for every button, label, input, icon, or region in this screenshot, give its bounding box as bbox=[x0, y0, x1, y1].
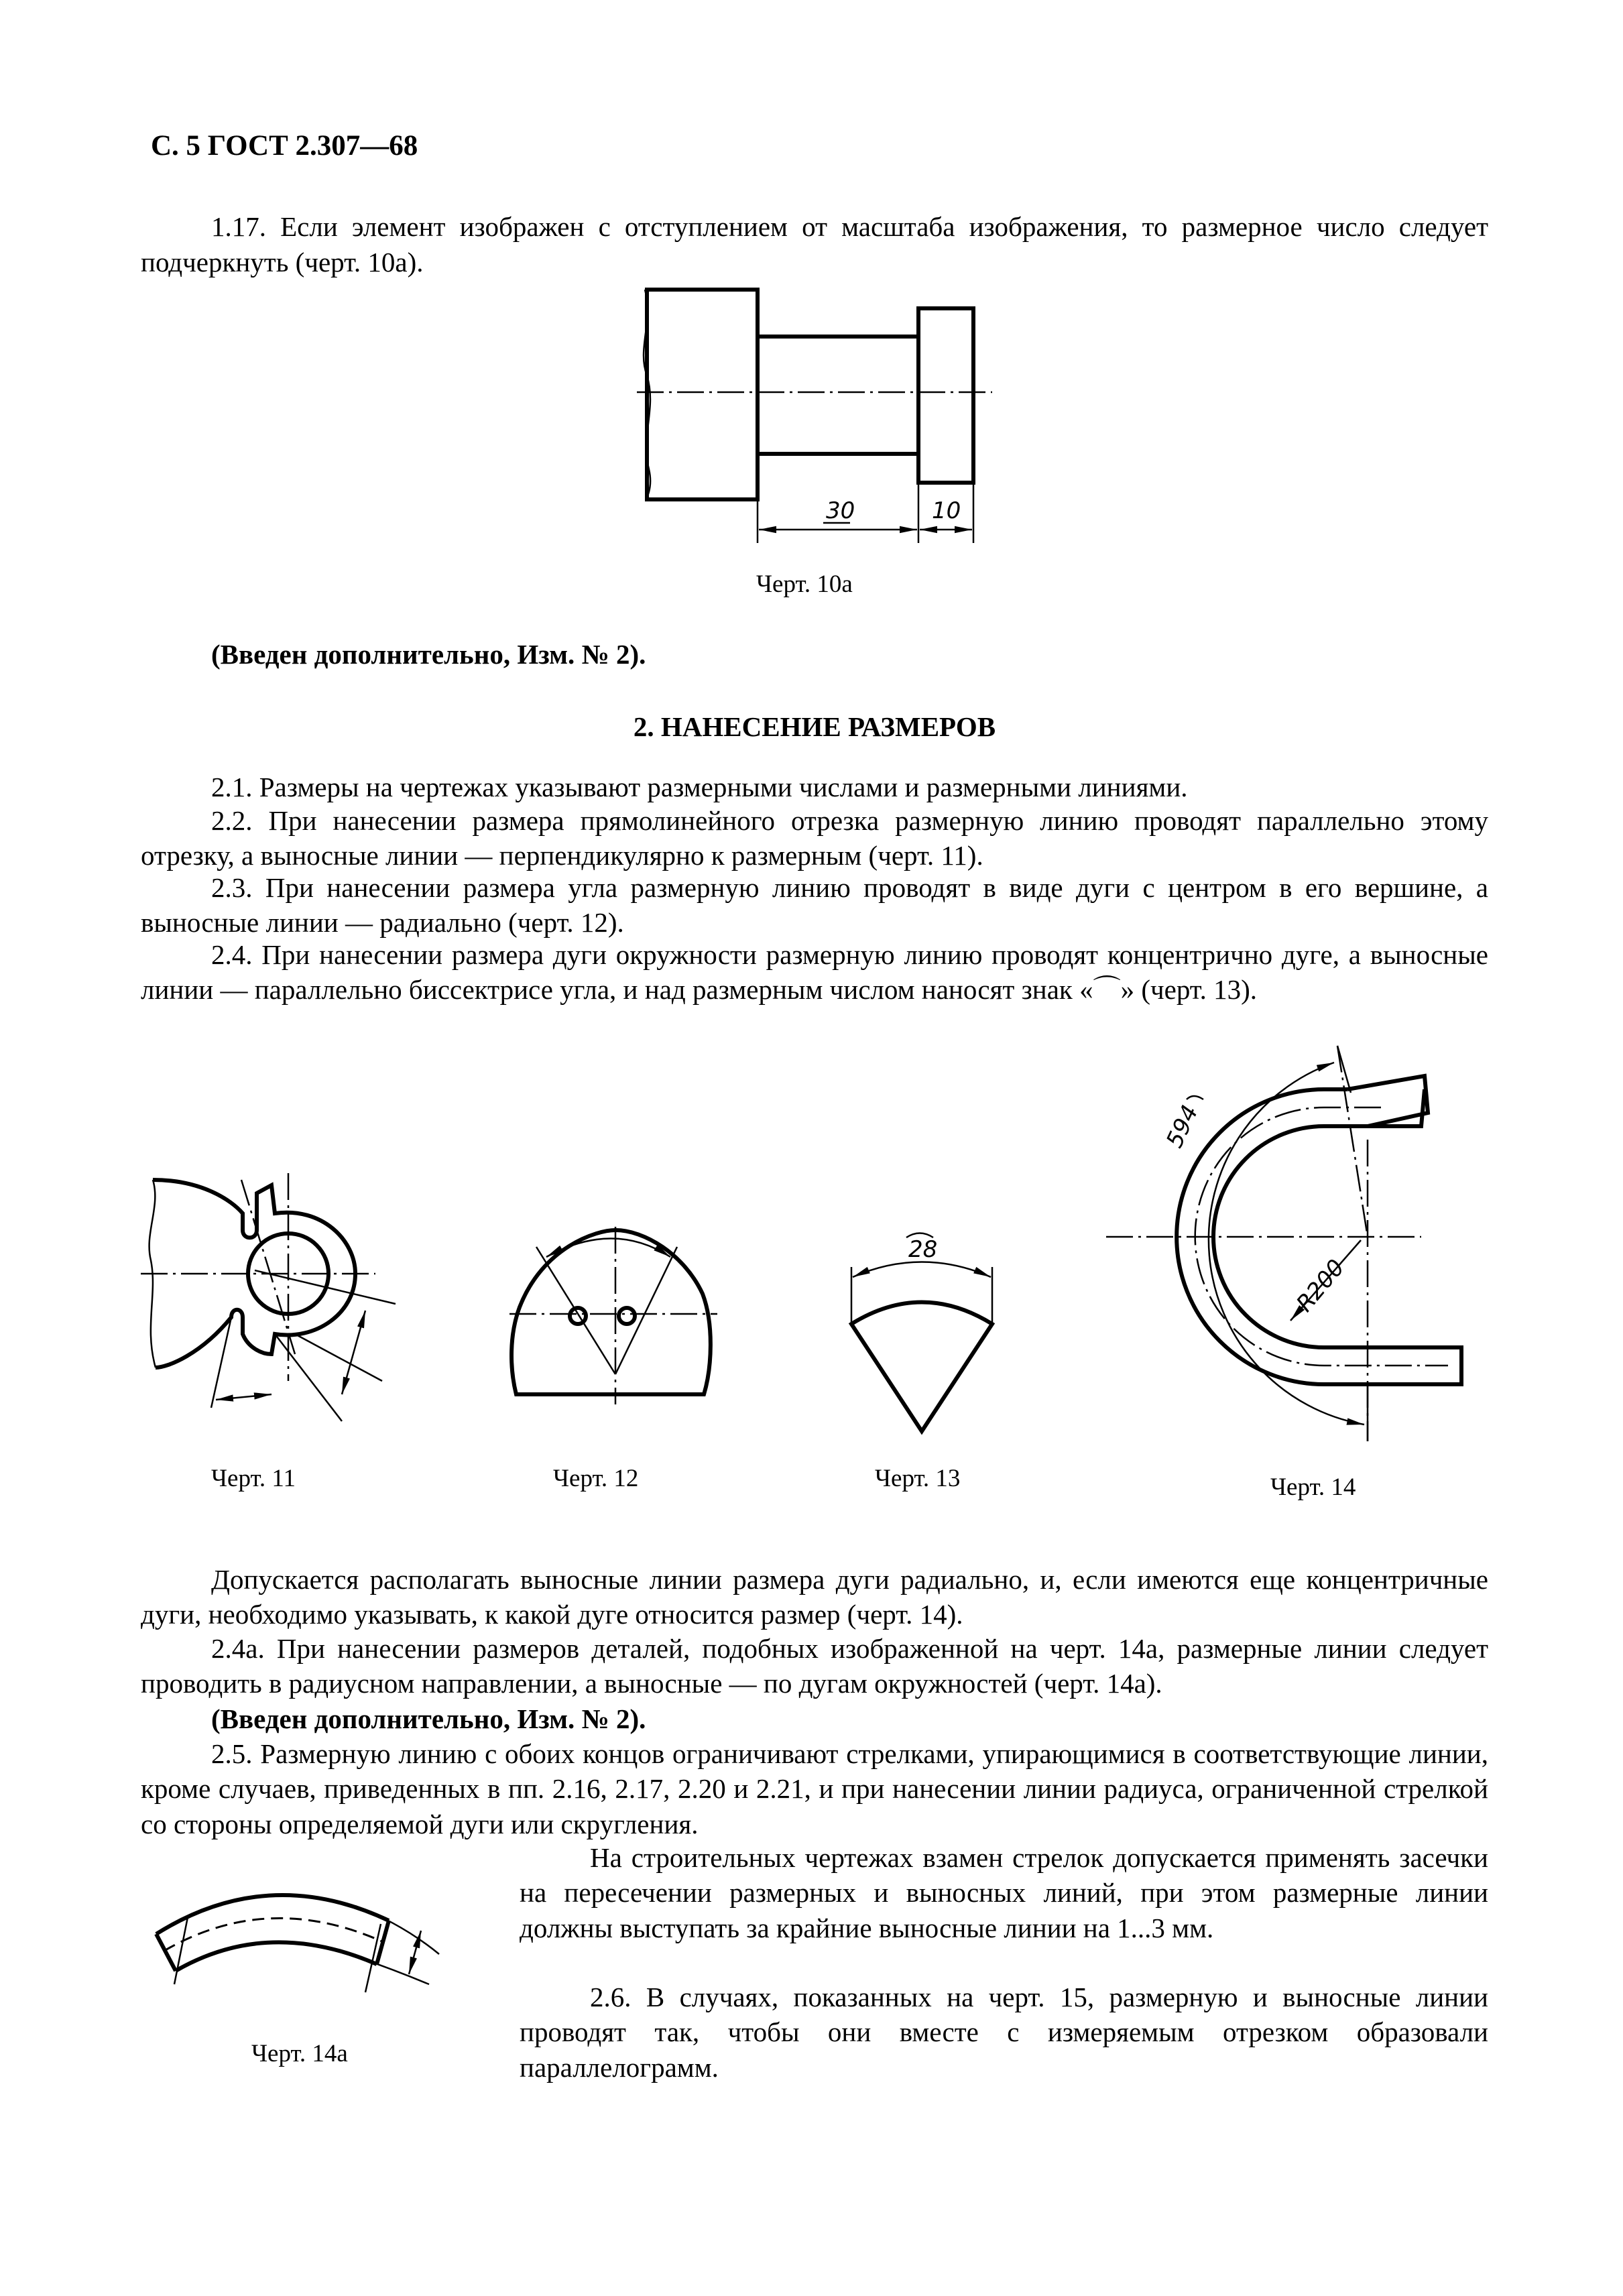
figure-14a-drawing bbox=[156, 1895, 439, 1992]
amendment-note: (Введен дополнительно, Изм. № 2). bbox=[211, 639, 646, 670]
paragraph-2-2: 2.2. При нанесении размера прямолинейного отрезка размерную линию проводят параллельно этому отрезку, а выносные линии — перпендикулярно к размерным (черт. 11). bbox=[141, 805, 1488, 871]
section-title: 2. НАНЕСЕНИЕ РАЗМЕРОВ bbox=[633, 711, 996, 742]
figure-13-drawing bbox=[851, 1233, 992, 1432]
paragraph-2-4: 2.4. При нанесении размера дуги окружности размерную линию проводят концентрично дуге, а выносные линии — параллельно биссектрисе угла, и над размерным числом наносят знак «⌒» (черт. 13). bbox=[141, 939, 1488, 1006]
fig14a-caption: Черт. 14а bbox=[251, 2040, 348, 2067]
paragraph-2-4a: 2.4а. При нанесении размеров деталей, подобных изображенной на черт. 14а, размерные линии следует проводить в радиусном направлении, а выносные — по дугам окружностей (черт. 14а). bbox=[141, 1633, 1488, 1699]
figure-12-drawing bbox=[509, 1227, 717, 1404]
paragraph-2-6: 2.6. В случаях, показанных на черт. 15, размерную и выносные линии проводят так, чтобы они вместе с измеряемым отрезком образовали параллелограмм. bbox=[520, 1982, 1488, 2083]
fig14-dim-r200: R200 bbox=[1291, 1254, 1350, 1317]
fig13-caption: Черт. 13 bbox=[875, 1465, 961, 1492]
paragraph-1-17: 1.17. Если элемент изображен с отступлением от масштаба изображения, то размерное число следует подчеркнуть (черт. 10а). bbox=[141, 211, 1488, 278]
page-header: С. 5 ГОСТ 2.307—68 bbox=[151, 130, 418, 162]
fig14-caption: Черт. 14 bbox=[1270, 1473, 1356, 1501]
figure-10a-drawing bbox=[637, 290, 992, 543]
paragraph-2-3: 2.3. При нанесении размера угла размерную линию проводят в виде дуги с центром в его вершине, а выносные линии — радиально (черт. 12). bbox=[141, 872, 1488, 939]
paragraph-construction: На строительных чертежах взамен стрелок допускается применять засечки на пересечении размерных и выносных линий, при этом размерные линии должны выступать за крайние выносные линии на 1...3 мм. bbox=[520, 1842, 1488, 1943]
fig14-dim-594: 594 bbox=[1161, 1101, 1204, 1152]
fig10a-caption: Черт. 10а bbox=[756, 570, 853, 598]
fig11-caption: Черт. 11 bbox=[211, 1465, 296, 1492]
paragraph-allowed-radial: Допускается располагать выносные линии размера дуги радиально, и, если имеются еще концентричные дуги, необходимо указывать, к какой дуге относится размер (черт. 14). bbox=[141, 1564, 1488, 1630]
fig10a-dim-10: 10 bbox=[932, 497, 961, 524]
fig12-caption: Черт. 12 bbox=[553, 1465, 639, 1492]
paragraph-2-5: 2.5. Размерную линию с обоих концов ограничивают стрелками, упирающимися в соответствующие линии, кроме случаев, приведенных в пп. 2.16, 2.17, 2.20 и 2.21, и при нанесении линии радиуса, ограниченной стрелкой со стороны определяемой дуги или скругления. bbox=[141, 1738, 1488, 1839]
fig10a-dim-30: 30 bbox=[826, 497, 855, 524]
figure-14-drawing bbox=[1106, 1046, 1461, 1441]
figure-11-drawing bbox=[141, 1173, 396, 1421]
paragraph-2-1: 2.1. Размеры на чертежах указывают размерными числами и размерными линиями. bbox=[211, 772, 1188, 802]
fig13-dim-28: 28 bbox=[908, 1236, 938, 1263]
amendment-note-2: (Введен дополнительно, Изм. № 2). bbox=[211, 1703, 646, 1734]
